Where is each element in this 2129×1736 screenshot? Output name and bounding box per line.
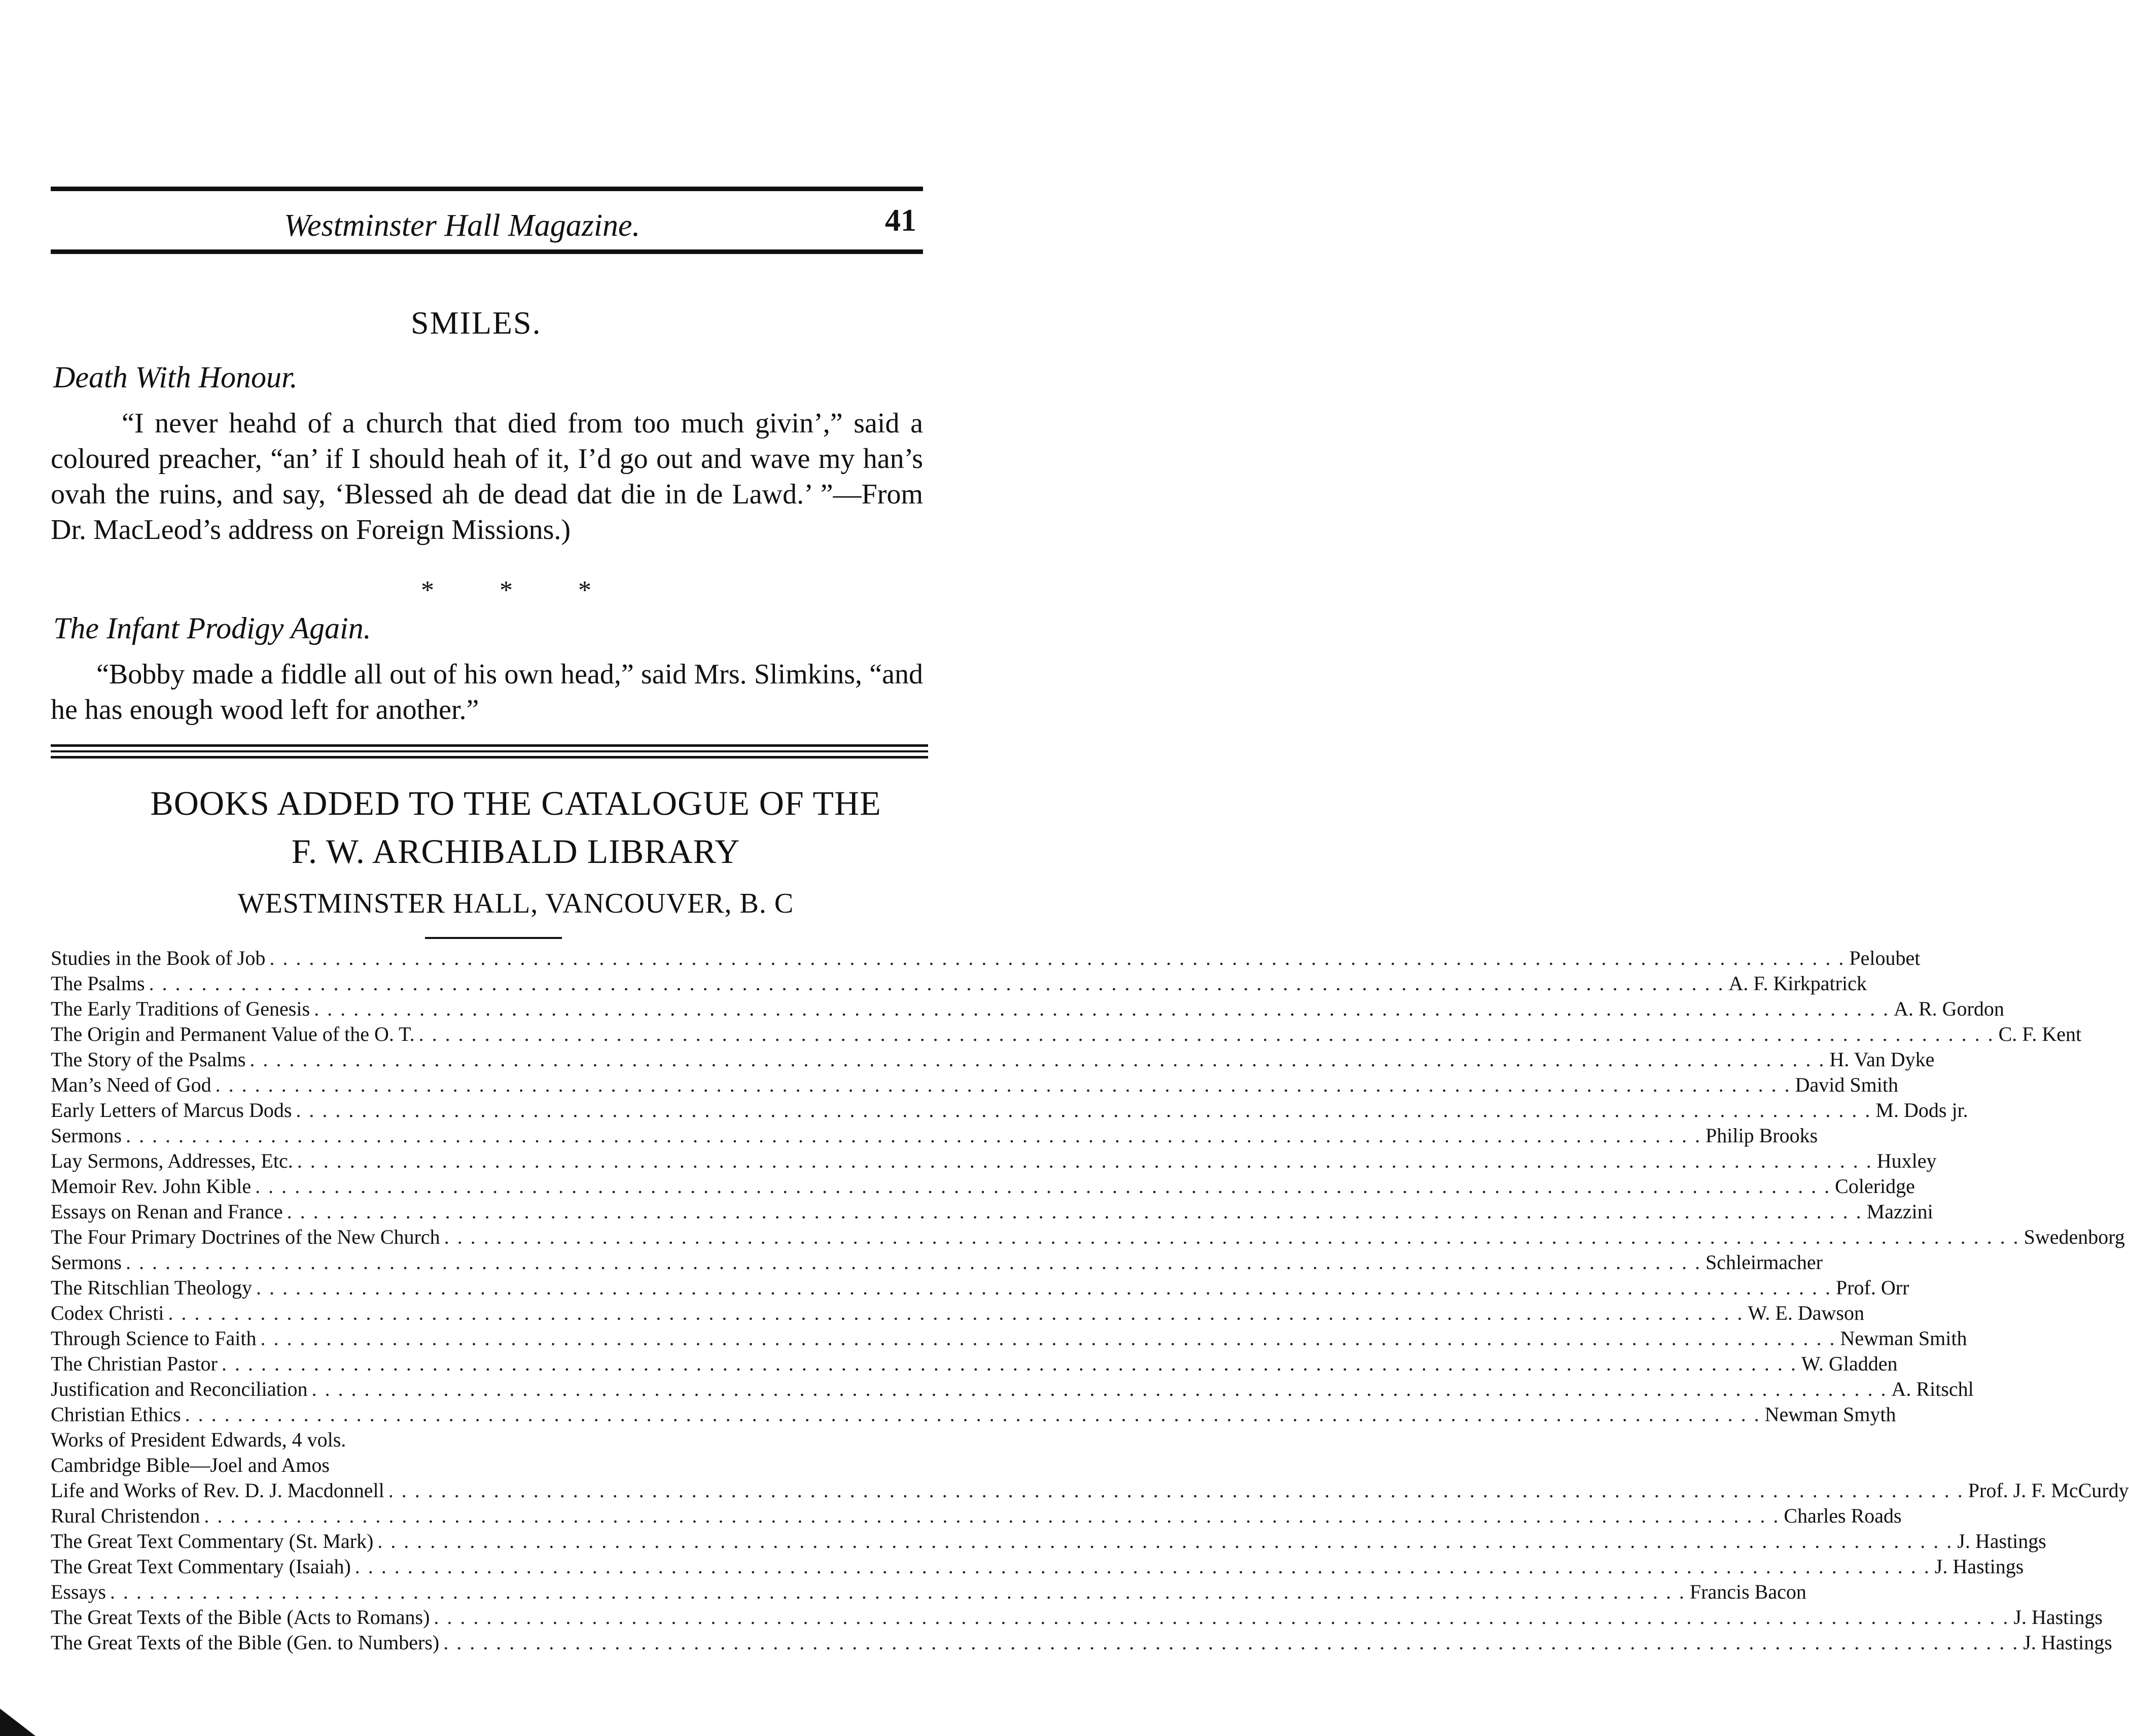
leader-dots: . . . . . . . . . . . . . . . . . . . . . . . . . . . . . . . . . . . . . . . . . . . . . . . . . . . . . . . . . . . . . . . . . . . . . . . . . . . . . . . . . . . . . . . . . . . . . . . . . . . . . . . . . . . . . . . . . . . . . . . . bbox=[354, 1555, 1931, 1578]
joke-text-infant-prodigy: “Bobby made a fiddle all out of his own head,” said Mrs. Slimkins, “and he has enough wood left for another.” bbox=[51, 659, 923, 726]
leader-dots: . . . . . . . . . . . . . . . . . . . . . . . . . . . . . . . . . . . . . . . . . . . . . . . . . . . . . . . . . . . . . . . . . . . . . . . . . . . . . . . . . . . . . . . . . . . . . . . . . . . . . . . . . . . . . . . . . . . . . . . . bbox=[418, 1023, 1995, 1045]
book-entry bbox=[51, 1072, 1898, 1098]
book-title: The Ritschlian Theology bbox=[51, 1276, 252, 1299]
leader-dots: . . . . . . . . . . . . . . . . . . . . . . . . . . . . . . . . . . . . . . . . . . . . . . . . . . . . . . . . . . . . . . . . . . . . . . . . . . . . . . . . . . . . . . . . . . . . . . . . . . . . . . . . . . . . . . . . . . . . . . . . bbox=[296, 1099, 1872, 1122]
joke-heading-infant-prodigy: The Infant Prodigy Again. bbox=[53, 611, 371, 645]
book-entry bbox=[51, 946, 1921, 971]
book-author: David Smith bbox=[1795, 1073, 1898, 1096]
book-author: A. Ritschl bbox=[1891, 1378, 1974, 1400]
book-title: The Psalms bbox=[51, 972, 145, 995]
book-title: Man’s Need of God bbox=[51, 1073, 211, 1096]
book-title: The Story of the Psalms bbox=[51, 1048, 246, 1071]
book-entry bbox=[51, 1529, 2046, 1554]
book-author: J. Hastings bbox=[2013, 1606, 2103, 1629]
book-title: Life and Works of Rev. D. J. Macdonnell bbox=[51, 1479, 384, 1502]
book-title: Sermons bbox=[51, 1251, 122, 1274]
leader-dots: . . . . . . . . . . . . . . . . . . . . . . . . . . . . . . . . . . . . . . . . . . . . . . . . . . . . . . . . . . . . . . . . . . . . . . . . . . . . . . . . . . . . . . . . . . . . . . . . . . . . . . . . . . . . . . . . . . . . . . . . bbox=[149, 972, 1725, 995]
book-author: Prof. Orr bbox=[1835, 1276, 1909, 1299]
leader-dots: . . . . . . . . . . . . . . . . . . . . . . . . . . . . . . . . . . . . . . . . . . . . . . . . . . . . . . . . . . . . . . . . . . . . . . . . . . . . . . . . . . . . . . . . . . . . . . . . . . . . . . . . . . . . . . . . . . . . . . . . bbox=[443, 1631, 2019, 1654]
book-entry bbox=[51, 1022, 2082, 1047]
leader-dots: . . . . . . . . . . . . . . . . . . . . . . . . . . . . . . . . . . . . . . . . . . . . . . . . . . . . . . . . . . . . . . . . . . . . . . . . . . . . . . . . . . . . . . . . . . . . . . . . . . . . . . . . . . . . . . . . . . . . . . . . bbox=[256, 1276, 1832, 1299]
leader-dots: . . . . . . . . . . . . . . . . . . . . . . . . . . . . . . . . . . . . . . . . . . . . . . . . . . . . . . . . . . . . . . . . . . . . . . . . . . . . . . . . . . . . . . . . . . . . . . . . . . . . . . . . . . . . . . . . . . . . . . . . bbox=[126, 1124, 1701, 1147]
page-number: 41 bbox=[885, 203, 916, 238]
book-entry bbox=[51, 1554, 2024, 1579]
book-entry bbox=[51, 1453, 938, 1478]
header-rule-bottom bbox=[51, 249, 923, 254]
section-divider-rule-2 bbox=[51, 750, 928, 752]
leader-dots: . . . . . . . . . . . . . . . . . . . . . . . . . . . . . . . . . . . . . . . . . . . . . . . . . . . . . . . . . . . . . . . . . . . . . . . . . . . . . . . . . . . . . . . . . . . . . . . . . . . . . . . . . . . . . . . . . . . . . . . . bbox=[250, 1048, 1826, 1071]
book-entry bbox=[51, 1047, 1935, 1072]
book-entry bbox=[51, 1174, 1915, 1199]
section-separator-stars: * * * bbox=[421, 576, 621, 605]
joke-text-death-with-honour: “I never heahd of a church that died from too much givin’,” said a coloured preacher, “an’ if I should heah of it, I’d go out and wave my han’s ovah the ruins, and say, ‘Blessed ah de dead dat die in de Lawd.’ ”—From Dr. MacLeod’s address on Foreign Missions.) bbox=[51, 408, 923, 546]
book-entry bbox=[51, 1427, 938, 1453]
leader-dots: . . . . . . . . . . . . . . . . . . . . . . . . . . . . . . . . . . . . . . . . . . . . . . . . . . . . . . . . . . . . . . . . . . . . . . . . . . . . . . . . . . . . . . . . . . . . . . . . . . . . . . . . . . . . . . . . . . . . . . . . bbox=[444, 1225, 2020, 1248]
book-entry bbox=[51, 1199, 1933, 1224]
book-entry bbox=[51, 1402, 1896, 1427]
leader-dots: . . . . . . . . . . . . . . . . . . . . . . . . . . . . . . . . . . . . . . . . . . . . . . . . . . . . . . . . . . . . . . . . . . . . . . . . . . . . . . . . . . . . . . . . . . . . . . . . . . . . . . . . . . . . . . . . . . . . . . . . bbox=[269, 947, 1846, 969]
section-divider-rule-3 bbox=[51, 756, 928, 758]
book-entry bbox=[51, 1579, 1806, 1605]
book-entry bbox=[51, 1478, 2129, 1503]
leader-dots: . . . . . . . . . . . . . . . . . . . . . . . . . . . . . . . . . . . . . . . . . . . . . . . . . . . . . . . . . . . . . . . . . . . . . . . . . . . . . . . . . . . . . . . . . . . . . . . . . . . . . . . . . . . . . . . . . . . . . . . . bbox=[110, 1580, 1686, 1603]
leader-dots: . . . . . . . . . . . . . . . . . . . . . . . . . . . . . . . . . . . . . . . . . . . . . . . . . . . . . . . . . . . . . . . . . . . . . . . . . . . . . . . . . . . . . . . . . . . . . . . . . . . . . . . . . . . . . . . . . . . . . . . . bbox=[221, 1352, 1797, 1375]
book-title: The Early Traditions of Genesis bbox=[51, 997, 310, 1020]
book-title: Sermons bbox=[51, 1124, 122, 1147]
books-location: WESTMINSTER HALL, VANCOUVER, B. C bbox=[237, 888, 794, 919]
book-author: Coleridge bbox=[1835, 1175, 1915, 1198]
book-author: Mazzini bbox=[1866, 1200, 1933, 1223]
book-entry bbox=[51, 1300, 1864, 1326]
book-title: The Great Texts of the Bible (Acts to Romans) bbox=[51, 1606, 430, 1629]
book-author: Huxley bbox=[1876, 1149, 1937, 1172]
book-title: Works of President Edwards, 4 vols. bbox=[51, 1428, 346, 1451]
book-entry bbox=[51, 1275, 1909, 1300]
book-title: Through Science to Faith bbox=[51, 1327, 257, 1350]
section-divider-rule-1 bbox=[51, 744, 928, 747]
book-title: The Christian Pastor bbox=[51, 1352, 218, 1375]
books-title-line1: BOOKS ADDED TO THE CATALOGUE OF THE bbox=[150, 784, 881, 822]
book-author: J. Hastings bbox=[1934, 1555, 2024, 1578]
leader-dots: . . . . . . . . . . . . . . . . . . . . . . . . . . . . . . . . . . . . . . . . . . . . . . . . . . . . . . . . . . . . . . . . . . . . . . . . . . . . . . . . . . . . . . . . . . . . . . . . . . . . . . . . . . . . . . . . . . . . . . . . bbox=[204, 1504, 1780, 1527]
book-entry bbox=[51, 1148, 1937, 1174]
leader-dots: . . . . . . . . . . . . . . . . . . . . . . . . . . . . . . . . . . . . . . . . . . . . . . . . . . . . . . . . . . . . . . . . . . . . . . . . . . . . . . . . . . . . . . . . . . . . . . . . . . . . . . . . . . . . . . . . . . . . . . . . bbox=[215, 1073, 1791, 1096]
book-author: A. R. Gordon bbox=[1894, 997, 2004, 1020]
book-entry bbox=[51, 1098, 1968, 1123]
book-author: Prof. J. F. McCurdy bbox=[1968, 1479, 2129, 1502]
book-title: The Origin and Permanent Value of the O. T. bbox=[51, 1023, 415, 1045]
book-catalogue-list bbox=[51, 946, 2129, 1655]
joke-heading-death-with-honour: Death With Honour. bbox=[53, 360, 298, 394]
book-author: H. Van Dyke bbox=[1829, 1048, 1935, 1071]
leader-dots: . . . . . . . . . . . . . . . . . . . . . . . . . . . . . . . . . . . . . . . . . . . . . . . . . . . . . . . . . . . . . . . . . . . . . . . . . . . . . . . . . . . . . . . . . . . . . . . . . . . . . . . . . . . . . . . . . . . . . . . . bbox=[255, 1175, 1831, 1198]
book-entry bbox=[51, 1351, 1898, 1377]
book-author: Peloubet bbox=[1849, 947, 1921, 969]
leader-dots: . . . . . . . . . . . . . . . . . . . . . . . . . . . . . . . . . . . . . . . . . . . . . . . . . . . . . . . . . . . . . . . . . . . . . . . . . . . . . . . . . . . . . . . . . . . . . . . . . . . . . . . . . . . . . . . . . . . . . . . . bbox=[297, 1149, 1873, 1172]
book-author: C. F. Kent bbox=[1998, 1023, 2082, 1045]
book-title: Lay Sermons, Addresses, Etc. bbox=[51, 1149, 293, 1172]
book-entry bbox=[51, 1377, 1974, 1402]
book-title: The Great Text Commentary (Isaiah) bbox=[51, 1555, 351, 1578]
leader-dots: . . . . . . . . . . . . . . . . . . . . . . . . . . . . . . . . . . . . . . . . . . . . . . . . . . . . . . . . . . . . . . . . . . . . . . . . . . . . . . . . . . . . . . . . . . . . . . . . . . . . . . . . . . . . . . . . . . . . . . . . bbox=[168, 1301, 1744, 1324]
book-title: The Four Primary Doctrines of the New Church bbox=[51, 1225, 440, 1248]
smiles-title: SMILES. bbox=[411, 305, 542, 341]
book-title: Rural Christendon bbox=[51, 1504, 200, 1527]
magazine-title: Westminster Hall Magazine. bbox=[284, 208, 641, 243]
book-entry bbox=[51, 971, 1867, 996]
leader-dots: . . . . . . . . . . . . . . . . . . . . . . . . . . . . . . . . . . . . . . . . . . . . . . . . . . . . . . . . . . . . . . . . . . . . . . . . . . . . . . . . . . . . . . . . . . . . . . . . . . . . . . . . . . . . . . . . . . . . . . . . bbox=[287, 1200, 1863, 1223]
leader-dots: . . . . . . . . . . . . . . . . . . . . . . . . . . . . . . . . . . . . . . . . . . . . . . . . . . . . . . . . . . . . . . . . . . . . . . . . . . . . . . . . . . . . . . . . . . . . . . . . . . . . . . . . . . . . . . . . . . . . . . . . bbox=[377, 1530, 1954, 1552]
book-author: W. E. Dawson bbox=[1748, 1301, 1864, 1324]
books-title-line2: F. W. ARCHIBALD LIBRARY bbox=[291, 832, 740, 871]
leader-dots: . . . . . . . . . . . . . . . . . . . . . . . . . . . . . . . . . . . . . . . . . . . . . . . . . . . . . . . . . . . . . . . . . . . . . . . . . . . . . . . . . . . . . . . . . . . . . . . . . . . . . . . . . . . . . . . . . . . . . . . . bbox=[314, 997, 1890, 1020]
book-author: A. F. Kirkpatrick bbox=[1728, 972, 1867, 995]
book-title: Codex Christi bbox=[51, 1301, 164, 1324]
book-title: The Great Text Commentary (St. Mark) bbox=[51, 1530, 374, 1552]
books-short-rule bbox=[425, 937, 562, 939]
book-title: Christian Ethics bbox=[51, 1403, 181, 1426]
book-entry bbox=[51, 1326, 1967, 1351]
leader-dots: . . . . . . . . . . . . . . . . . . . . . . . . . . . . . . . . . . . . . . . . . . . . . . . . . . . . . . . . . . . . . . . . . . . . . . . . . . . . . . . . . . . . . . . . . . . . . . . . . . . . . . . . . . . . . . . . . . . . . . . . bbox=[185, 1403, 1761, 1426]
book-entry bbox=[51, 1605, 2103, 1630]
book-author: Charles Roads bbox=[1784, 1504, 1902, 1527]
book-title: Essays on Renan and France bbox=[51, 1200, 283, 1223]
leader-dots: . . . . . . . . . . . . . . . . . . . . . . . . . . . . . . . . . . . . . . . . . . . . . . . . . . . . . . . . . . . . . . . . . . . . . . . . . . . . . . . . . . . . . . . . . . . . . . . . . . . . . . . . . . . . . . . . . . . . . . . . bbox=[434, 1606, 2010, 1629]
book-author: W. Gladden bbox=[1801, 1352, 1898, 1375]
book-author: Newman Smith bbox=[1840, 1327, 1967, 1350]
header-rule-top bbox=[51, 187, 923, 191]
book-title: Early Letters of Marcus Dods bbox=[51, 1099, 292, 1122]
book-author: J. Hastings bbox=[2023, 1631, 2112, 1654]
leader-dots: . . . . . . . . . . . . . . . . . . . . . . . . . . . . . . . . . . . . . . . . . . . . . . . . . . . . . . . . . . . . . . . . . . . . . . . . . . . . . . . . . . . . . . . . . . . . . . . . . . . . . . . . . . . . . . . . . . . . . . . . bbox=[388, 1479, 1964, 1502]
book-title: Justification and Reconciliation bbox=[51, 1378, 308, 1400]
book-author: Philip Brooks bbox=[1706, 1124, 1818, 1147]
book-entry bbox=[51, 1123, 1818, 1148]
book-entry bbox=[51, 1224, 2125, 1250]
book-entry bbox=[51, 1250, 1823, 1275]
leader-dots: . . . . . . . . . . . . . . . . . . . . . . . . . . . . . . . . . . . . . . . . . . . . . . . . . . . . . . . . . . . . . . . . . . . . . . . . . . . . . . . . . . . . . . . . . . . . . . . . . . . . . . . . . . . . . . . . . . . . . . . . bbox=[311, 1378, 1888, 1400]
book-author: Newman Smyth bbox=[1764, 1403, 1896, 1426]
book-author: M. Dods jr. bbox=[1875, 1099, 1968, 1122]
book-author: J. Hastings bbox=[1957, 1530, 2046, 1552]
book-author: Schleirmacher bbox=[1706, 1251, 1823, 1274]
book-title: Memoir Rev. John Kible bbox=[51, 1175, 252, 1198]
book-entry bbox=[51, 1630, 2112, 1655]
book-entry bbox=[51, 1503, 1902, 1529]
book-author: Swedenborg bbox=[2024, 1225, 2125, 1248]
book-title: Studies in the Book of Job bbox=[51, 947, 266, 969]
book-title: Cambridge Bible—Joel and Amos bbox=[51, 1454, 330, 1476]
book-author: Francis Bacon bbox=[1689, 1580, 1806, 1603]
leader-dots: . . . . . . . . . . . . . . . . . . . . . . . . . . . . . . . . . . . . . . . . . . . . . . . . . . . . . . . . . . . . . . . . . . . . . . . . . . . . . . . . . . . . . . . . . . . . . . . . . . . . . . . . . . . . . . . . . . . . . . . . bbox=[260, 1327, 1836, 1350]
leader-dots: . . . . . . . . . . . . . . . . . . . . . . . . . . . . . . . . . . . . . . . . . . . . . . . . . . . . . . . . . . . . . . . . . . . . . . . . . . . . . . . . . . . . . . . . . . . . . . . . . . . . . . . . . . . . . . . . . . . . . . . . bbox=[126, 1251, 1701, 1274]
book-title: The Great Texts of the Bible (Gen. to Numbers) bbox=[51, 1631, 440, 1654]
book-title: Essays bbox=[51, 1580, 106, 1603]
book-entry bbox=[51, 996, 2004, 1022]
scan-edge-mark bbox=[0, 1709, 36, 1736]
